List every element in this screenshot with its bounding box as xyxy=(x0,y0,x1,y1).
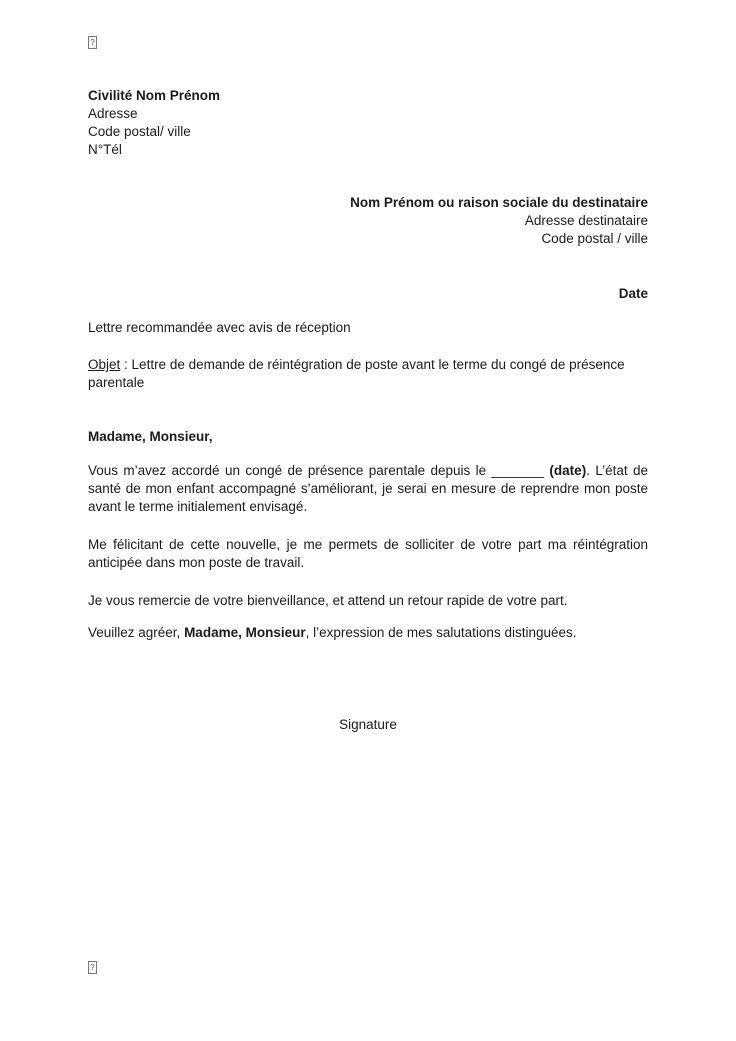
paragraph-thanks: Je vous remercie de votre bienveillance, et attend un retour rapide de votre part. xyxy=(88,593,568,608)
paragraph-reintegration-request: Me félicitant de cette nouvelle, je me permets de solliciter de votre part ma réintégration anticipée dans mon poste de travail. xyxy=(88,537,648,570)
subject-label: Objet xyxy=(88,357,121,372)
closing-line xyxy=(88,624,648,642)
date-blank-line: _______ xyxy=(491,463,545,478)
sender-block xyxy=(88,87,648,159)
recipient-address: Adresse destinataire xyxy=(524,213,648,228)
sender-postal-city: Code postal/ ville xyxy=(88,124,191,139)
closing-after: , l’expression de mes salutations distinguées. xyxy=(305,625,577,640)
recipient-name: Nom Prénom ou raison sociale du destinataire xyxy=(350,195,648,210)
recipient-block xyxy=(88,194,648,248)
sender-address: Adresse xyxy=(88,106,138,121)
subject-separator: : xyxy=(120,357,132,372)
missing-char-icon: ? xyxy=(88,36,97,49)
paragraph-1-continuation: . L’état de santé de mon enfant accompagné s’améliorant, je serai en mesure de reprendre mon poste avant le terme initialement envisagé. xyxy=(88,463,648,514)
sender-name: Civilité Nom Prénom xyxy=(88,88,221,103)
closing-bold: Madame, Monsieur xyxy=(184,625,306,640)
date-label: Date xyxy=(618,286,648,301)
salutation: Madame, Monsieur, xyxy=(88,429,213,444)
date-placeholder: (date) xyxy=(544,463,587,478)
closing-before: Veuillez agréer, xyxy=(88,625,185,640)
recipient-postal-city: Code postal / ville xyxy=(541,231,648,246)
subject-text: Lettre de demande de réintégration de poste avant le terme du congé de présence parentale xyxy=(88,357,625,390)
sender-phone: N°Tél xyxy=(88,142,122,157)
paragraph-leave-granted xyxy=(88,462,648,516)
delivery-notice: Lettre recommandée avec avis de réception xyxy=(88,320,351,335)
subject-line xyxy=(88,356,648,392)
paragraph-1-text: Vous m’avez accordé un congé de présence parentale depuis le xyxy=(88,463,492,478)
missing-char-icon: ? xyxy=(88,961,97,974)
signature-label: Signature xyxy=(339,717,397,732)
